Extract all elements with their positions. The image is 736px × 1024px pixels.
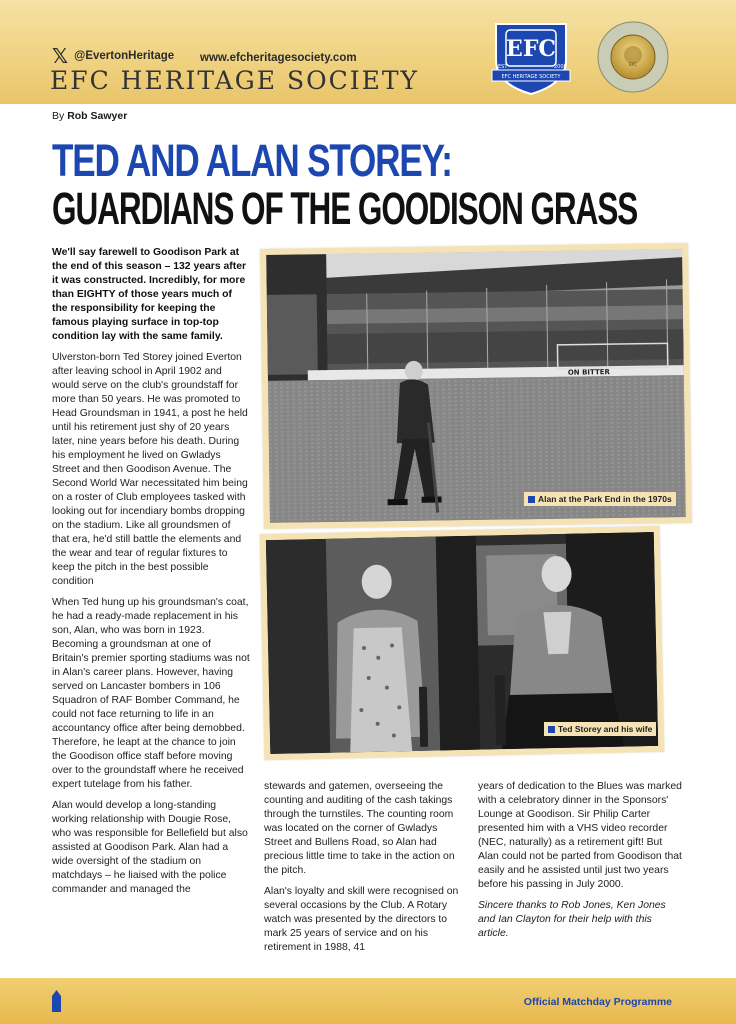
- headline-line-1: TED AND ALAN STOREY:: [52, 135, 452, 186]
- article-paragraph: Alan's loyalty and skill were recognised on several occasions by the Club. A Rotary watch was presented by the directors to mark 25 years of service and on his retirement in 1988, 41: [264, 886, 459, 953]
- byline-author: Rob Sawyer: [67, 110, 128, 122]
- social-handle-text: @EvertonHeritage: [74, 50, 175, 62]
- caption-square-icon: [548, 726, 555, 733]
- caption-square-icon: [528, 496, 535, 503]
- photo-caption: [544, 722, 656, 736]
- photo-alan-image: [266, 249, 686, 523]
- header-band: [0, 0, 736, 104]
- caption-text: Ted Storey and his wife: [558, 724, 653, 734]
- page-marker-icon: [52, 990, 61, 1012]
- byline: [52, 110, 127, 122]
- svg-text:EFC: EFC: [629, 62, 637, 67]
- photo-alan-park-end: [260, 243, 692, 529]
- caption-text: Alan at the Park End in the 1970s: [538, 494, 672, 504]
- svg-text:EFC HERITAGE SOCIETY: EFC HERITAGE SOCIETY: [501, 74, 561, 80]
- everton-collection-coin-logo: [596, 20, 670, 94]
- website-link[interactable]: www.efcheritagesociety.com: [200, 52, 357, 64]
- article-thanks: Sincere thanks to Rob Jones, Ken Jones and Ian Clayton for their help with this article.: [478, 900, 666, 939]
- article-paragraph: When Ted hung up his groundsman's coat, he had a ready-made replacement in his son, Alan, who was born in 1923. Becoming a groundsman at one of Britain's premier sporting stadiums was not in Alan's career plans. However, having served on Lancaster bombers in 106 Squadron of RAF Bomber Command, he could not face returning to life in an accountancy office after being demobbed. Therefore, he leapt at the chance to join the Goodison office staff before moving over to the groundstaff where he received expert tutelage from his father.: [52, 597, 250, 790]
- headline-line-2: GUARDIANS OF THE GOODISON GRASS: [52, 183, 638, 234]
- byline-prefix: By: [52, 110, 65, 122]
- svg-text:EFC: EFC: [506, 36, 556, 62]
- article-paragraph: years of dedication to the Blues was marked with a celebratory dinner in the Sponsors' Lounge at Goodison. Sir Philip Carter presented him with a VHS video recorder (NEC, naturally) as a retirement gift! But Alan could not be parted from Goodison that easily and he assisted until just two years before his passing in July 2000.: [478, 781, 682, 890]
- society-name: EFC HERITAGE SOCIETY: [50, 66, 420, 95]
- article-paragraph: Alan would develop a long-standing working relationship with Dougie Rose, who was responsible for Bellefield but also assisted at Goodison Park. Alan had a wide oversight of the stadium on matchdays – he liaised with the police commander and managed the: [52, 800, 248, 895]
- svg-text:EST: EST: [498, 64, 508, 70]
- photo-caption: [524, 492, 676, 506]
- article-column-3: [478, 780, 684, 948]
- footer-programme-label: Official Matchday Programme: [523, 996, 672, 1008]
- article-paragraph: Ulverston-born Ted Storey joined Everton after leaving school in April 1902 and would serve on the club's groundstaff for more than 50 years. He was promoted to Head Groundsman in 1941, a post he held until his retirement just shy of 20 years later, nine years before his death. During his employment he lived on Gwladys Street and then Goodison Avenue. The Second World War necessitated him being on a roster of Club employees tasked with looking out for incendiary bombs dropping on the stadium. Like all groundsmen of that era, he'd still battle the elements and the wear and tear of regular fixtures to keep the pitch in the best possible condition: [52, 352, 248, 587]
- x-logo-icon: 𝕏: [52, 44, 69, 68]
- article-column-2: [264, 780, 464, 962]
- article-paragraph: stewards and gatemen, overseeing the counting and auditing of the cash takings through the turnstiles. The counting room was located on the corner of Gwladys Street and Bullens Road, so Alan had precious little time to take in the action on the pitch.: [264, 781, 455, 876]
- article-column-1: [52, 246, 250, 904]
- svg-text:2008: 2008: [554, 64, 567, 70]
- article-intro: We'll say farewell to Goodison Park at the end of this season – 132 years after it was constructed. Incredibly, for more than EIGHTY of those years much of the responsibility for keeping the famous playing surface in top-top condition lay with the same family.: [52, 247, 247, 342]
- advert-board-text: ON BITTER: [567, 368, 610, 377]
- photo-ted-image: [266, 532, 658, 754]
- efc-heritage-crest-logo: [488, 20, 574, 96]
- social-handle[interactable]: [52, 46, 174, 66]
- footer-band: [0, 978, 736, 1024]
